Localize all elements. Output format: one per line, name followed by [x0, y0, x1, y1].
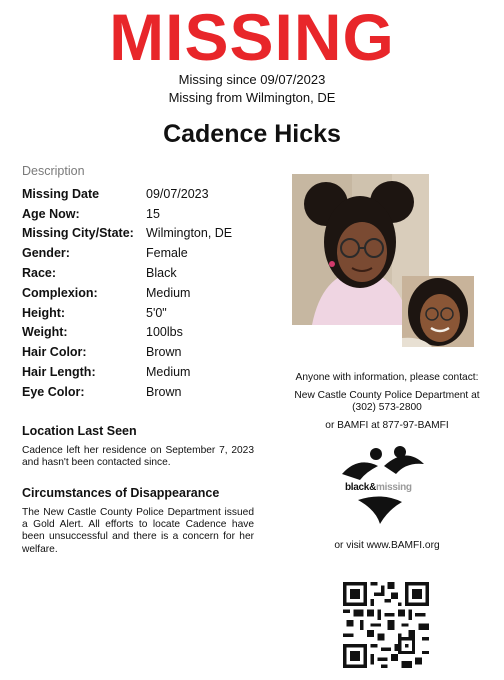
detail-row [22, 342, 272, 362]
detail-value: Medium [146, 365, 191, 380]
detail-row [22, 263, 272, 283]
detail-label: Missing Date [22, 186, 100, 201]
detail-value: Black [146, 266, 177, 281]
secondary-photo [402, 276, 474, 347]
detail-row [22, 204, 272, 224]
detail-value: Medium [146, 285, 191, 300]
circumstances-text: The New Castle County Police Department issued a Gold Alert. All efforts to locate Cadence have been unsuccessful and there is a concern for her welfare. [22, 507, 254, 555]
detail-label: Weight: [22, 325, 68, 340]
detail-value: Brown [146, 345, 182, 360]
location-title: Location Last Seen [22, 424, 137, 438]
contact-website: or visit www.BAMFI.org [334, 540, 440, 551]
detail-row [22, 224, 272, 244]
detail-label: Hair Length: [22, 365, 96, 380]
detail-value: Brown [146, 384, 182, 399]
detail-row [22, 362, 272, 382]
detail-row [22, 283, 272, 303]
detail-value: 100lbs [146, 325, 183, 340]
contact-agency: New Castle County Police Department at [294, 390, 480, 401]
missing-headline: MISSING [109, 0, 395, 74]
circumstances-title: Circumstances of Disappearance [22, 486, 220, 500]
detail-label: Complexion: [22, 285, 98, 300]
detail-label: Age Now: [22, 206, 80, 221]
detail-row [22, 323, 272, 343]
detail-label: Missing City/State: [22, 226, 134, 241]
detail-label: Race: [22, 266, 57, 281]
description-table [22, 184, 272, 402]
detail-value: 15 [146, 206, 160, 221]
detail-row [22, 243, 272, 263]
detail-label: Eye Color: [22, 384, 85, 399]
detail-row [22, 303, 272, 323]
detail-value: Wilmington, DE [146, 226, 233, 241]
missing-since: Missing since 09/07/2023 [178, 72, 326, 87]
person-name: Cadence Hicks [163, 120, 341, 148]
detail-label: Height: [22, 305, 66, 320]
description-heading: Description [22, 164, 85, 178]
detail-label: Hair Color: [22, 345, 87, 360]
contact-intro: Anyone with information, please contact: [295, 372, 479, 383]
logo-text-main: black& [345, 482, 376, 493]
logo-text-tail: missing [376, 482, 412, 493]
detail-value: Female [146, 246, 188, 261]
detail-row [22, 382, 272, 402]
detail-label: Gender: [22, 246, 70, 261]
detail-value: 5'0" [146, 305, 167, 320]
qr-code[interactable] [343, 582, 429, 668]
missing-from: Missing from Wilmington, DE [168, 90, 336, 105]
contact-phone: (302) 573-2800 [352, 402, 422, 413]
location-text: Cadence left her residence on September 7, 2023 and hasn't been contacted since. [22, 445, 254, 469]
contact-bamfi: or BAMFI at 877-97-BAMFI [325, 420, 449, 431]
detail-row [22, 184, 272, 204]
logo-text [345, 482, 412, 493]
detail-value: 09/07/2023 [146, 186, 209, 201]
